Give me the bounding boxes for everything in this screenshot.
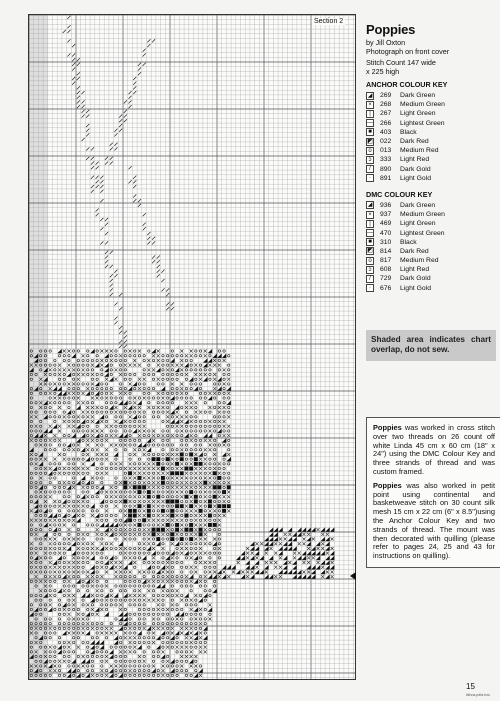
- stitch-count-1: Stitch Count 147 wide: [366, 58, 436, 67]
- stitch-symbol-icon: ◢: [367, 92, 373, 99]
- anchor-key-row: [366, 100, 490, 109]
- author: by Jill Oxton: [366, 38, 406, 47]
- stitch-symbol-icon: ×: [366, 101, 374, 109]
- thread-name: Light Gold: [400, 174, 431, 182]
- thread-code: 891: [380, 174, 392, 182]
- stitch-symbol-icon: ɔ: [366, 266, 374, 274]
- stitch-symbol-icon: /: [366, 275, 374, 283]
- anchor-key-row: [366, 119, 490, 128]
- anchor-key-row: [366, 155, 490, 164]
- photo-note: Photograph on front cover: [366, 47, 450, 56]
- chart-grid: [29, 15, 355, 679]
- thread-name: Dark Green: [400, 92, 436, 100]
- pattern-title: Poppies: [366, 22, 416, 37]
- desc-text-2: was also worked in petit point using continental and basketweave stitch on 30 count silk mesh 15 cm x 22 cm (6" x 8.5")using the Anchor Colour Key and two strands of thread. The mount was then decorated with quilling (please refer to pages 24, 25 and 43 for instructions on quilling).: [373, 480, 495, 561]
- stitch-symbol-icon: ◩: [367, 248, 373, 255]
- thread-name: Medium Green: [400, 101, 445, 109]
- anchor-key-row: [366, 91, 490, 100]
- dmc-key-row: [366, 265, 490, 274]
- thread-code: 333: [380, 156, 392, 164]
- thread-name: Light Red: [400, 266, 430, 274]
- stitch-symbol-icon: |: [366, 110, 374, 118]
- desc-title-2: Poppies: [373, 480, 402, 490]
- stitch-symbol-icon: ■: [366, 128, 374, 136]
- thread-code: 470: [380, 229, 392, 237]
- thread-name: Light Gold: [400, 284, 431, 292]
- thread-name: Medium Red: [400, 257, 439, 265]
- dmc-key-row: [366, 219, 490, 228]
- page-number: 15: [466, 682, 475, 691]
- dmc-key-row: [366, 274, 490, 283]
- thread-code: 266: [380, 119, 392, 127]
- thread-code: 729: [380, 275, 392, 283]
- thread-code: 469: [380, 220, 392, 228]
- dmc-key-row: [366, 247, 490, 256]
- dmc-key-row: [366, 238, 490, 247]
- thread-name: Light Green: [400, 220, 436, 228]
- shaded-area-note: Shaded area indicates chart overlap, do not sew.: [366, 330, 496, 361]
- stitch-symbol-icon: o: [366, 257, 374, 265]
- credit-text: tikhna.pdfa.tvru: [466, 693, 490, 697]
- thread-name: Dark Gold: [400, 275, 431, 283]
- stitch-symbol-icon: —: [367, 230, 373, 237]
- stitch-symbol-icon: ◢: [367, 202, 373, 209]
- anchor-key-list: [366, 91, 490, 183]
- description-box: [366, 417, 500, 568]
- cross-stitch-chart: [28, 14, 356, 680]
- stitch-symbol-icon: ·: [366, 284, 374, 292]
- dmc-key-row: [366, 256, 490, 265]
- thread-code: 890: [380, 165, 392, 173]
- dmc-key-list: [366, 201, 490, 293]
- dmc-key-title: DMC COLOUR KEY: [366, 189, 433, 199]
- anchor-key-row: [366, 128, 490, 137]
- thread-name: Medium Red: [400, 147, 439, 155]
- stitch-symbol-icon: ·: [366, 174, 374, 182]
- stitch-symbol-icon: ■: [366, 238, 374, 246]
- stitch-symbol-icon: ◩: [367, 138, 373, 145]
- section-label: Section 2: [314, 18, 344, 25]
- anchor-key-row: [366, 137, 490, 146]
- thread-name: Light Green: [400, 110, 436, 118]
- thread-code: 608: [380, 266, 392, 274]
- thread-code: 937: [380, 211, 392, 219]
- stitch-symbol-icon: |: [366, 220, 374, 228]
- thread-name: Black: [400, 128, 417, 136]
- thread-code: 268: [380, 101, 392, 109]
- thread-code: 310: [380, 238, 392, 246]
- anchor-key-row: [366, 146, 490, 155]
- thread-code: 676: [380, 284, 392, 292]
- dmc-key-row: [366, 284, 490, 293]
- dmc-key-row: [366, 201, 490, 210]
- thread-name: Black: [400, 238, 417, 246]
- dmc-key-row: [366, 210, 490, 219]
- desc-title-1: Poppies: [373, 423, 402, 432]
- description-para-1: [373, 424, 495, 477]
- info-panel: [366, 22, 490, 293]
- thread-name: Lightest Green: [400, 119, 445, 127]
- thread-code: 936: [380, 201, 392, 209]
- stitch-symbol-icon: /: [366, 165, 374, 173]
- overlap-marker-arrow: [350, 572, 356, 580]
- stitch-symbol-icon: ×: [366, 211, 374, 219]
- thread-name: Dark Green: [400, 201, 436, 209]
- thread-code: 817: [380, 257, 392, 265]
- thread-name: Medium Green: [400, 211, 445, 219]
- desc-text-1: was worked in cross stitch over two threads on 26 count off white Linda 45 cm x 60 cm (18" x 24") using the DMC Colour Key and three strands of thread and was custom framed.: [373, 423, 495, 476]
- thread-code: 269: [380, 92, 392, 100]
- anchor-key-row: [366, 174, 490, 183]
- description-para-2: [373, 482, 495, 561]
- thread-code: 013: [380, 147, 392, 155]
- stitch-symbol-icon: o: [366, 147, 374, 155]
- thread-name: Dark Red: [400, 247, 429, 255]
- thread-name: Dark Gold: [400, 165, 431, 173]
- thread-name: Light Red: [400, 156, 430, 164]
- stitch-count-2: x 225 high: [366, 67, 400, 76]
- thread-code: 403: [380, 128, 392, 136]
- dmc-key-row: [366, 228, 490, 237]
- stitch-symbol-icon: ɔ: [366, 156, 374, 164]
- thread-code: 814: [380, 247, 392, 255]
- anchor-key-row: [366, 165, 490, 174]
- anchor-key-title: ANCHOR COLOUR KEY: [366, 80, 448, 89]
- anchor-key-row: [366, 109, 490, 118]
- thread-name: Lightest Green: [400, 229, 445, 237]
- stitch-symbol-icon: —: [367, 120, 373, 127]
- thread-code: 022: [380, 138, 392, 146]
- thread-name: Dark Red: [400, 138, 429, 146]
- thread-code: 267: [380, 110, 392, 118]
